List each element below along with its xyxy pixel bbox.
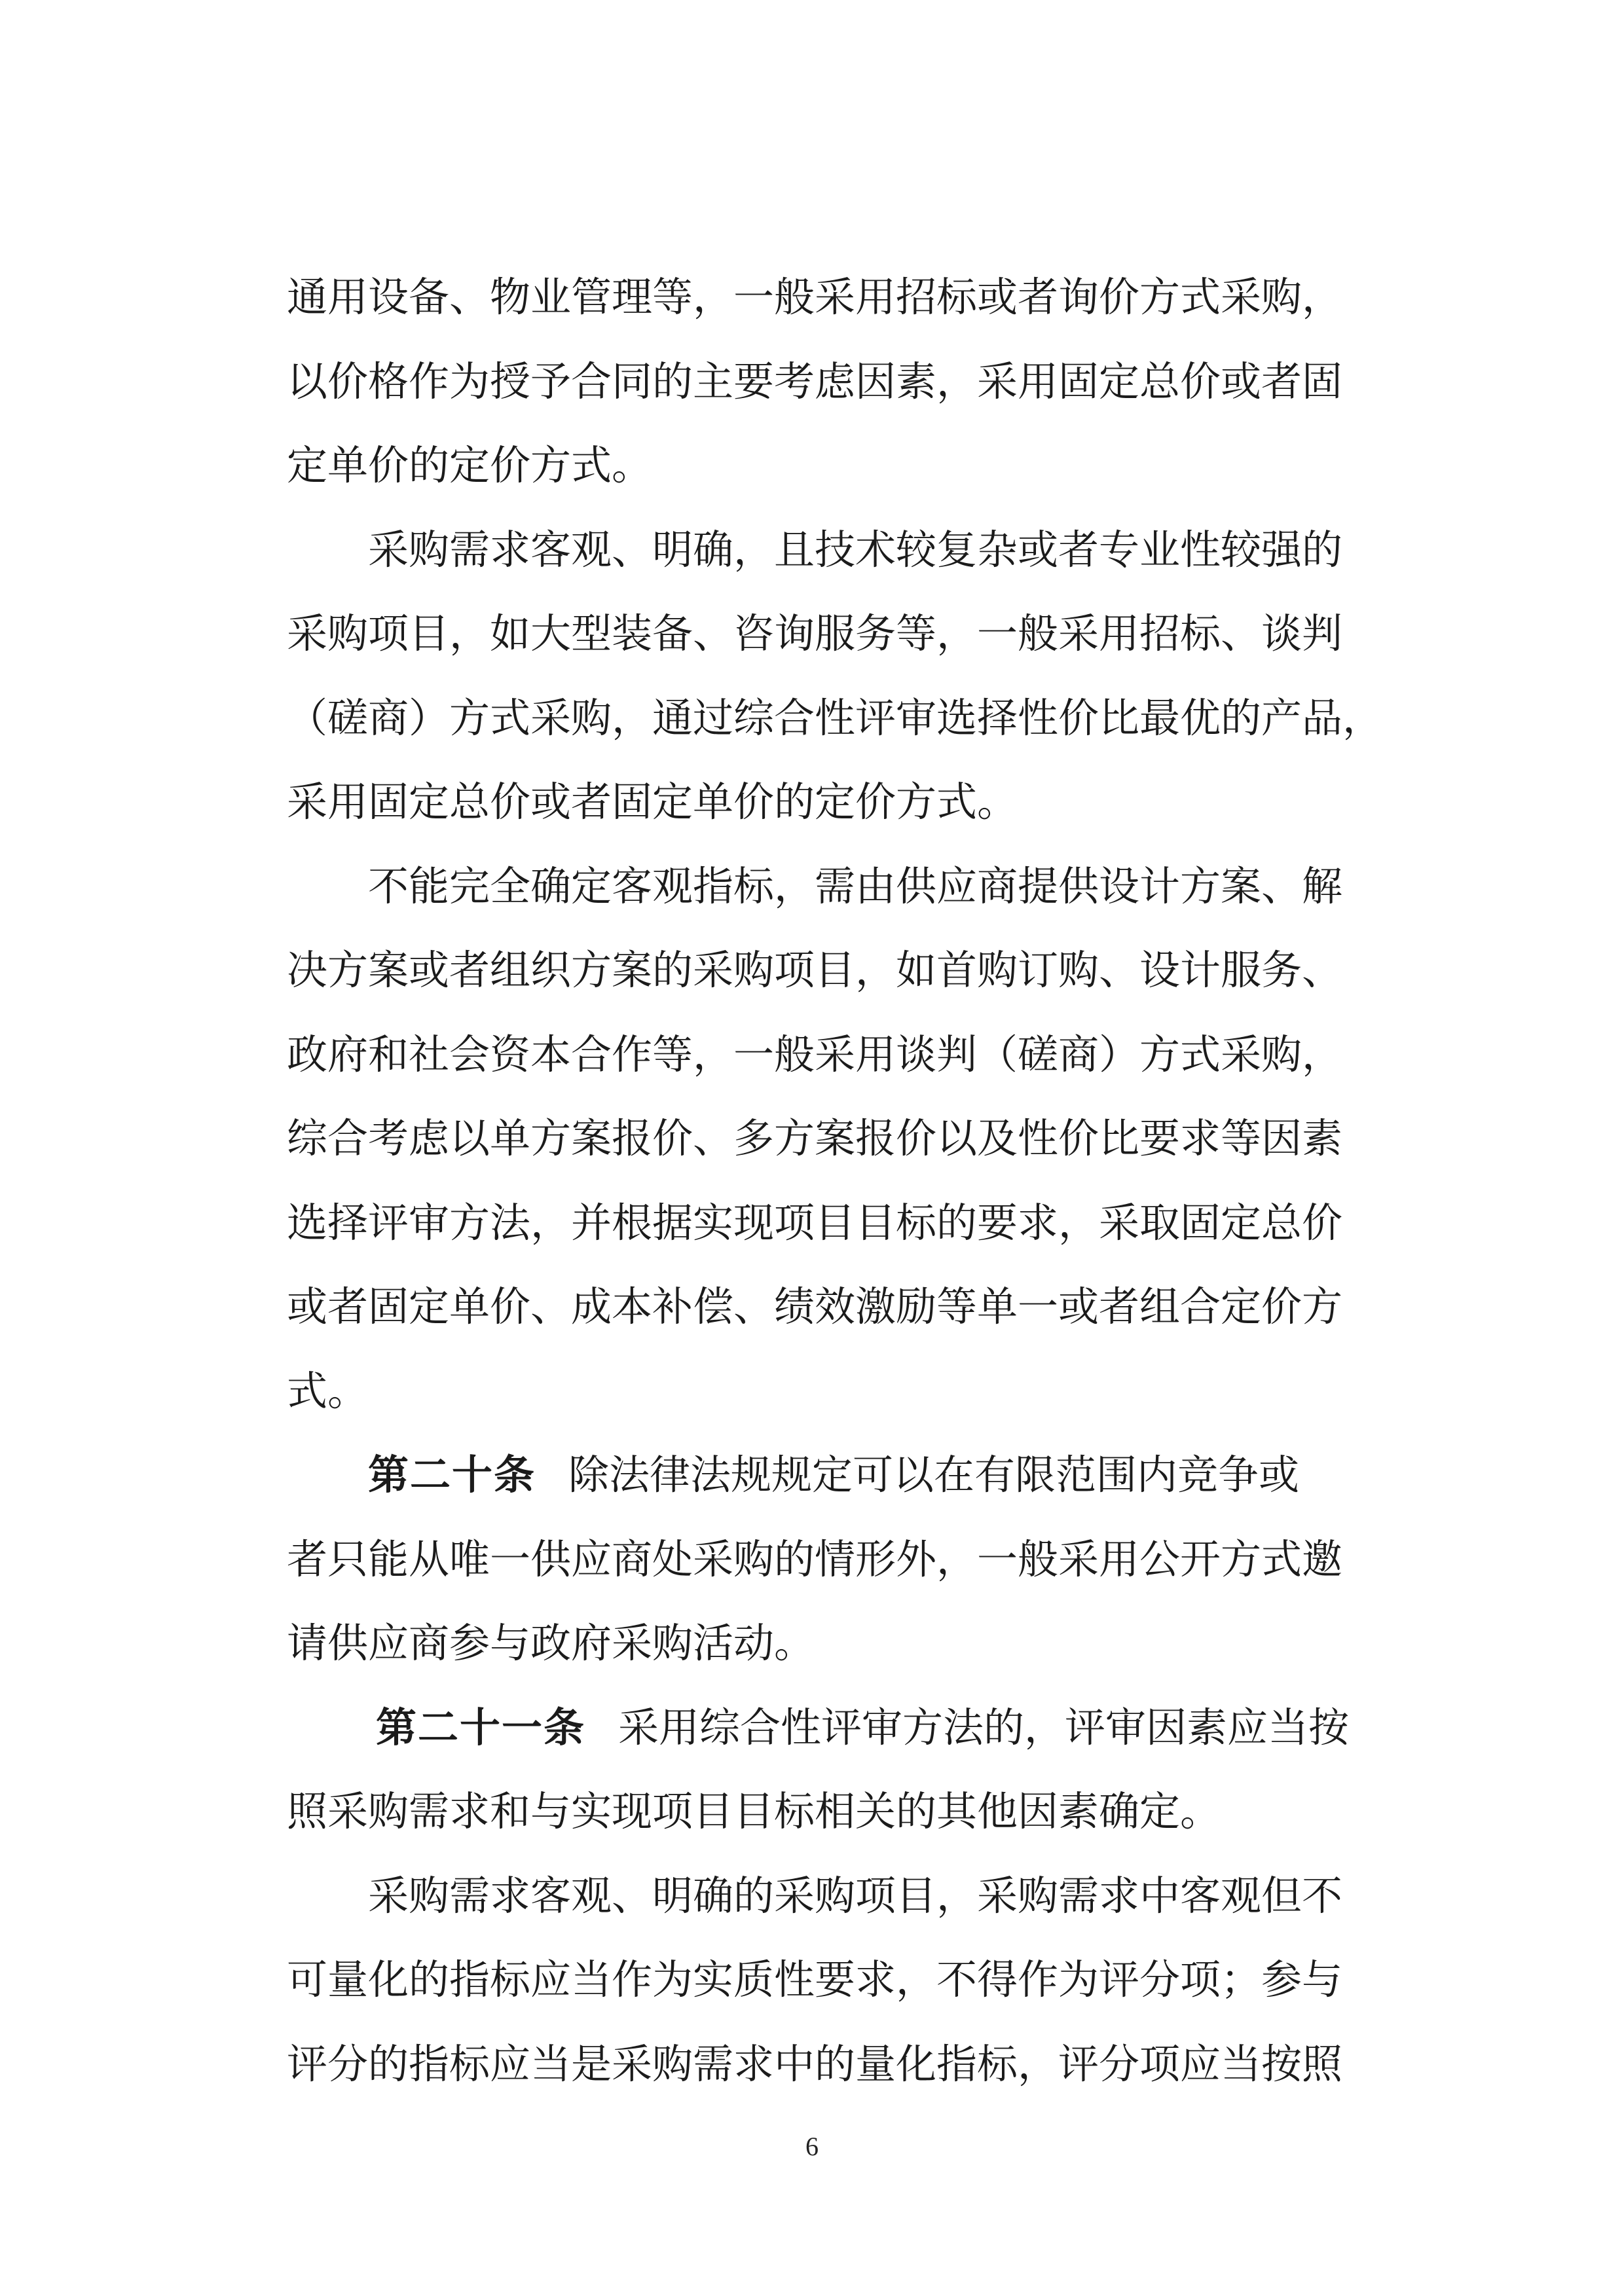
text-line: 定单价的定价方式。 (287, 441, 653, 489)
text-line: 通用设备、物业管理等，一般采用招标或者询价方式采购， (287, 273, 1343, 321)
text-line: 综合考虑以单方案报价、多方案报价以及性价比要求等因素 (287, 1114, 1343, 1162)
article-20-first-line (287, 1433, 1361, 1518)
text-line: 照采购需求和与实现项目目标相关的其他因素确定。 (287, 1787, 1221, 1835)
text-line: 请供应商参与政府采购活动。 (287, 1619, 815, 1667)
text-line: 采用固定总价或者固定单价的定价方式。 (287, 778, 1018, 826)
article-20-text: 除法律法规规定可以在有限范围内竞争或 (568, 1451, 1300, 1499)
text-line: 式。 (287, 1366, 369, 1415)
text-line: 采购项目，如大型装备、咨询服务等，一般采用招标、谈判 (287, 610, 1343, 657)
body-text (287, 255, 1384, 2106)
text-line: 以价格作为授予合同的主要考虑因素，采用固定总价或者固 (287, 357, 1343, 405)
article-21-heading: 第二十一条 (376, 1703, 586, 1751)
text-line: （磋商）方式采购，通过综合性评审选择性价比最优的产品， (287, 693, 1384, 742)
text-line: 政府和社会资本合作等，一般采用谈判（磋商）方式采购， (287, 1030, 1343, 1078)
paragraph-first-line: 不能完全确定客观指标，需由供应商提供设计方案、解 (368, 862, 1343, 910)
article-21-first-line (287, 1686, 1361, 1770)
text-line: 者只能从唯一供应商处采购的情形外，一般采用公开方式邀 (287, 1535, 1343, 1583)
article-21-text: 采用综合性评审方法的，评审因素应当按 (618, 1703, 1350, 1751)
page-number: 6 (805, 2132, 819, 2161)
text-line: 决方案或者组织方案的采购项目，如首购订购、设计服务、 (287, 946, 1343, 994)
text-line: 评分的指标应当是采购需求中的量化指标，评分项应当按照 (287, 2039, 1343, 2088)
paragraph-first-line: 采购需求客观、明确的采购项目，采购需求中客观但不 (368, 1871, 1343, 1920)
paragraph-first-line: 采购需求客观、明确，且技术较复杂或者专业性较强的 (368, 525, 1343, 574)
text-line: 可量化的指标应当作为实质性要求，不得作为评分项；参与 (287, 1956, 1343, 2003)
text-line: 或者固定单价、成本补偿、绩效激励等单一或者组合定价方 (287, 1283, 1343, 1330)
text-line: 选择评审方法，并根据实现项目目标的要求，采取固定总价 (287, 1198, 1343, 1247)
article-20-heading: 第二十条 (368, 1451, 536, 1499)
